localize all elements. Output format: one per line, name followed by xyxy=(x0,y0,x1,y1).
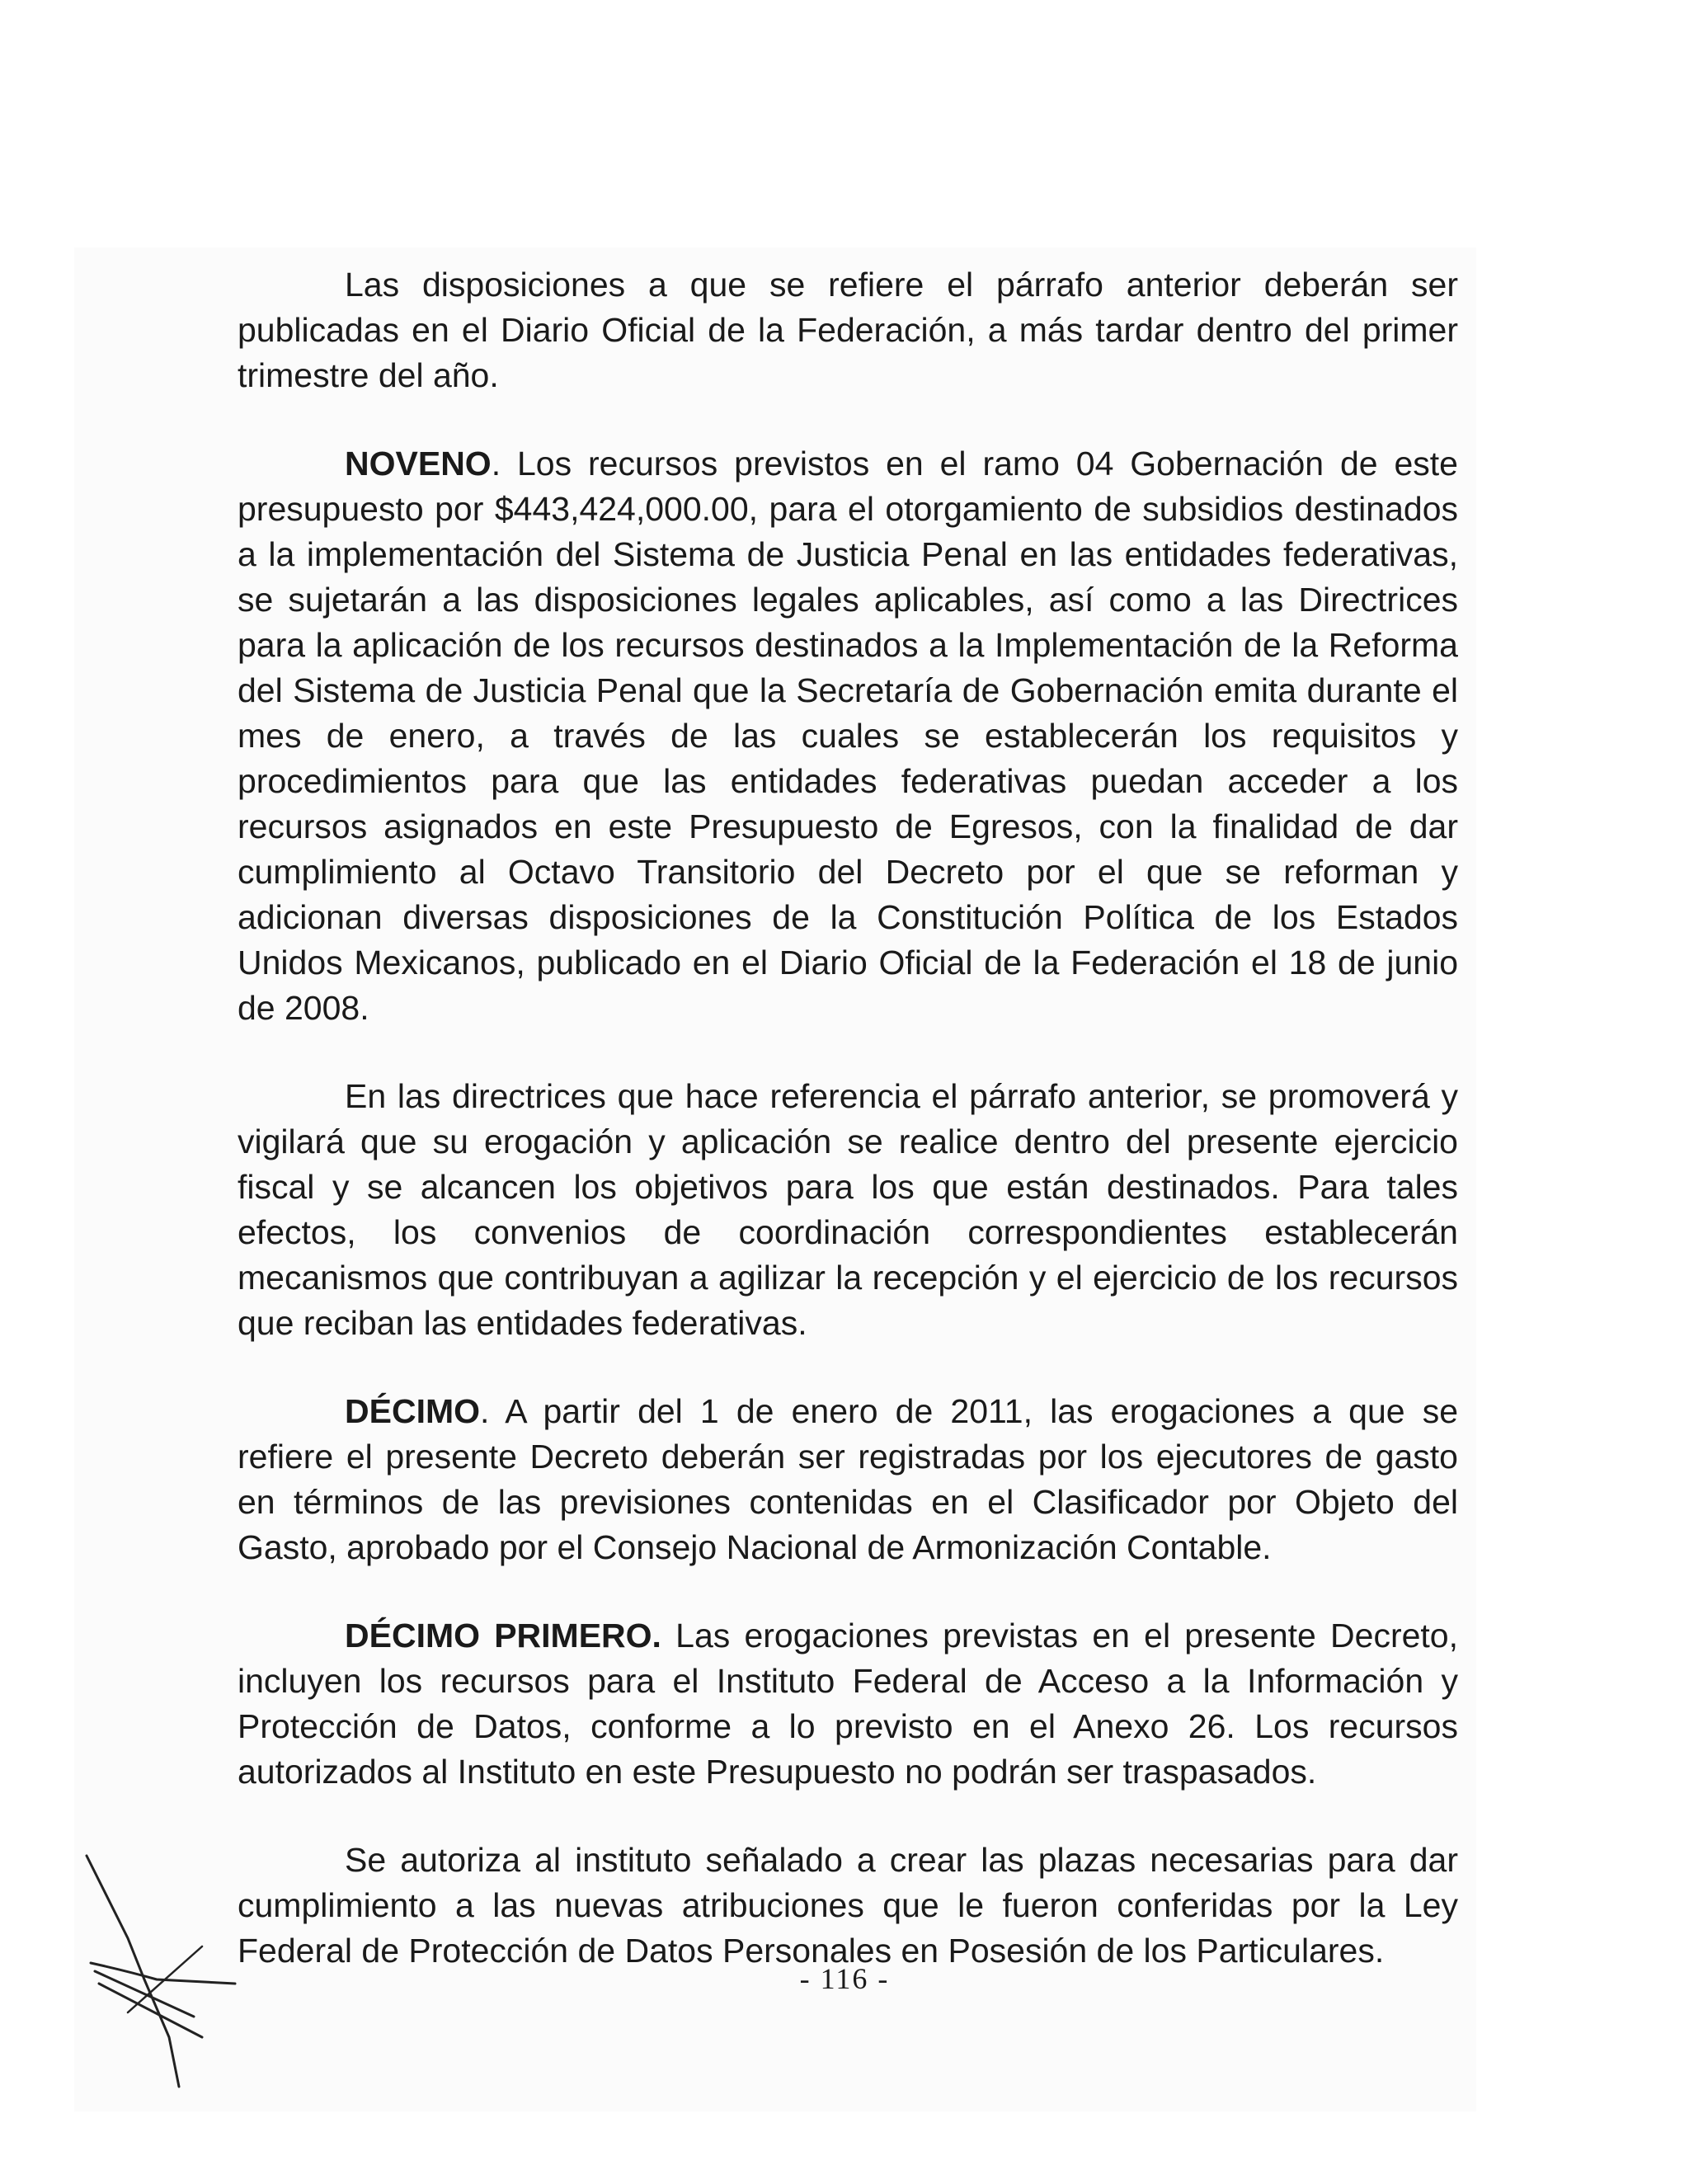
paragraph-plazas-text: Se autoriza al instituto señalado a crear las plazas necesarias para dar cumplimiento a las nuevas atribuciones que le fueron conferidas por la Ley Federal de Protección de Datos Personales en Posesión de los Particulares. xyxy=(238,1841,1458,1970)
paragraph-directrices-text: En las directrices que hace referencia el párrafo anterior, se promoverá y vigilará que su erogación y aplicación se realice dentro del presente ejercicio fiscal y se alcancen los objetivos para los que están destinados. Para tales efectos, los convenios de coordinación correspondientes establecerán mecanismos que contribuyan a agilizar la recepción y el ejercicio de los recursos que reciban las entidades federativas. xyxy=(238,1077,1458,1342)
paragraph-directrices xyxy=(238,1074,1458,1346)
paragraph-decimo-primero-text: Las erogaciones previstas en el presente Decreto, incluyen los recursos para el Instituto Federal de Acceso a la Información y Protección de Datos, conforme a lo previsto en el Anexo 26. Los recursos autorizados al Instituto en este Presupuesto no podrán ser traspasados. xyxy=(238,1617,1458,1791)
paragraph-1-text: Las disposiciones a que se refiere el párrafo anterior deberán ser publicadas en el Diario Oficial de la Federación, a más tardar dentro del primer trimestre del año. xyxy=(238,266,1458,394)
heading-decimo-primero: DÉCIMO PRIMERO. xyxy=(345,1617,661,1654)
page-number: - 116 - xyxy=(799,1962,890,1995)
paragraph-noveno xyxy=(238,441,1458,1031)
heading-decimo: DÉCIMO xyxy=(345,1392,480,1430)
paragraph-noveno-text: . Los recursos previstos en el ramo 04 Gobernación de este presupuesto por $443,424,000.00, para el otorgamiento de subsidios destinados a la implementación del Sistema de Justicia Penal en las entidades federativas, se sujetarán a las disposiciones legales aplicables, así como a las Directrices para la aplicación de los recursos destinados a la Implementación de la Reforma del Sistema de Justicia Penal que la Secretaría de Gobernación emita durante el mes de enero, a través de las cuales se establecerán los requisitos y procedimientos para que las entidades federativas puedan acceder a los recursos asignados en este Presupuesto de Egresos, con la finalidad de dar cumplimiento al Octavo Transitorio del Decreto por el que se reforman y adicionan diversas disposiciones de la Constitución Política de los Estados Unidos Mexicanos, publicado en el Diario Oficial de la Federación el 18 de junio de 2008. xyxy=(238,445,1458,1027)
paragraph-decimo-primero xyxy=(238,1613,1458,1795)
paragraph-1 xyxy=(238,262,1458,398)
heading-noveno: NOVENO xyxy=(345,445,492,482)
handwritten-signature xyxy=(78,1847,260,2095)
paragraph-plazas xyxy=(238,1838,1458,1974)
paragraph-decimo xyxy=(238,1389,1458,1570)
document-body xyxy=(238,262,1458,2017)
paragraph-decimo-text: . A partir del 1 de enero de 2011, las erogaciones a que se refiere el presente Decreto deberán ser registradas por los ejecutores de gasto en términos de las previsiones contenidas en el Clasificador por Objeto del Gasto, aprobado por el Consejo Nacional de Armonización Contable. xyxy=(238,1392,1458,1566)
